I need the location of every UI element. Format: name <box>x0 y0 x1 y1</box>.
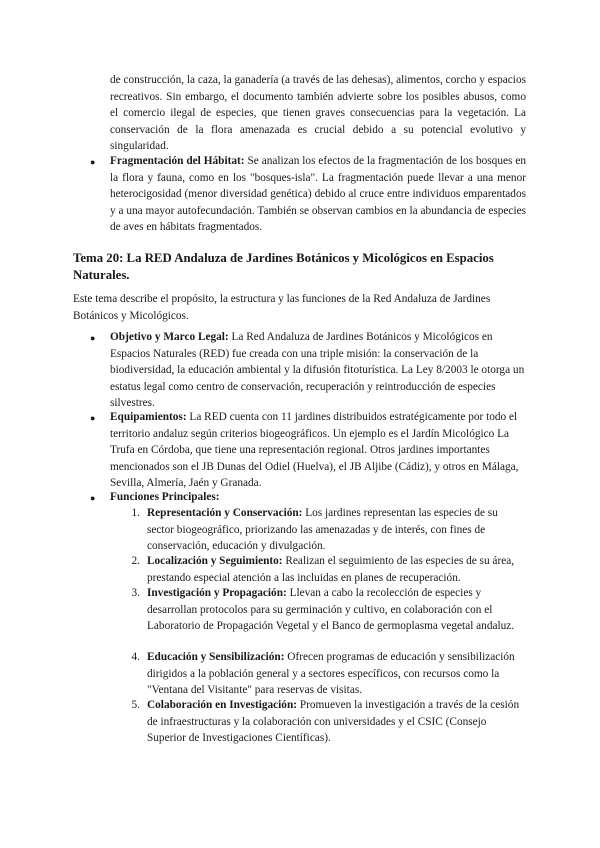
equipamientos-text: La RED cuenta con 11 jardines distribuidos estratégicamente por todo el territorio andaluz según criterios biogeográficos. Un ejemplo es el Jardín Micológico La Trufa en Córdoba, que tiene una representación regional. Otros jardines importantes mencionados son el JB Dunas del Odiel (Huelva), el JB Aljibe (Cádiz), y otros en Málaga, Sevilla, Almería, Jaén y Granada. <box>110 411 519 489</box>
funcion-text: Promueven la investigación a través de la cesión de infraestructuras y la colaboración con universidades y el CSIC (Consejo Superior de Investigaciones Científicas). <box>147 699 520 744</box>
funcion-text: Los jardines representan las especies de su sector biogeográfico, priorizando las amenazadas y de interés, con fines de conservación, educación y divulgación. <box>147 507 498 552</box>
list-number: 4. <box>131 651 140 663</box>
funcion-label: Localización y Seguimiento: <box>147 555 283 567</box>
funcion-label: Representación y Conservación: <box>147 507 303 519</box>
funcion-item <box>147 649 527 699</box>
bullet-dot: ● <box>90 413 96 423</box>
funcion-item <box>147 585 527 635</box>
fragmentacion-item <box>110 153 526 236</box>
fragmentacion-text: Se analizan los efectos de la fragmentación de los bosques en la flora y fauna, como en los "bosques-isla". La fragmentación puede llevar a una menor heterocigosidad (menor diversidad genética) debido al cruce entre individuos emparentados y a una mayor autofecundación. También se observan cambios en la abundancia de especies de aves en hábitats fragmentados. <box>110 155 526 233</box>
funcion-text: Realizan el seguimiento de las especies de su área, prestando especial atención a las incluidas en planes de recuperación. <box>147 555 515 584</box>
funcion-label: Educación y Sensibilización: <box>147 651 285 663</box>
bullet-dot: ● <box>90 493 96 503</box>
funcion-item <box>147 553 527 586</box>
funcion-text: Ofrecen programas de educación y sensibilización dirigidos a la población general y a sectores específicos, con recursos como la "Ventana del Visitante" para reservas de visitas. <box>147 651 515 696</box>
continuation-paragraph: de construcción, la caza, la ganadería (a través de las dehesas), alimentos, corcho y espacios recreativos. Sin embargo, el documento también advierte sobre los posibles abusos, como el comercio ilegal de especies, que tienen graves consecuencias para la vegetación. La conservación de la flora amenazada es crucial debido a su potencial evolutivo y singularidad. <box>110 74 526 152</box>
intro-paragraph: Este tema describe el propósito, la estructura y las funciones de la Red Andaluza de Jardines Botánicos y Micológicos. <box>73 293 491 322</box>
objetivo-item <box>110 329 528 412</box>
funciones-item <box>110 489 528 506</box>
equipamientos-item <box>110 409 528 492</box>
funcion-item <box>147 505 527 555</box>
objetivo-text: La Red Andaluza de Jardines Botánicos y Micológicos en Espacios Naturales (RED) fue creada con una triple misión: la conservación de la biodiversidad, la educación ambiental y la difusión fitoturística. La Ley 8/2003 le otorga un estatus legal como centro de conservación, recuperación y reintroducción de especies silvestres. <box>110 331 525 409</box>
list-number: 1. <box>131 507 140 519</box>
funcion-item <box>147 697 527 747</box>
list-number: 5. <box>131 699 140 711</box>
funcion-text: Llevan a cabo la recolección de especies y desarrollan protocolos para su germinación y cultivo, en colaboración con el Laboratorio de Propagación Vegetal y el Banco de germoplasma vegetal andaluz. <box>147 587 515 632</box>
list-number: 2. <box>131 555 140 567</box>
list-number: 3. <box>131 587 140 599</box>
section-heading: Tema 20: La RED Andaluza de Jardines Botánicos y Micológicos en Espacios Naturales. <box>73 251 494 282</box>
bullet-dot: ● <box>90 333 96 343</box>
fragmentacion-label: Fragmentación del Hábitat: <box>110 155 245 167</box>
funciones-label: Funciones Principales: <box>110 491 220 503</box>
objetivo-label: Objetivo y Marco Legal: <box>110 331 229 343</box>
bullet-dot: ● <box>90 157 96 167</box>
equipamientos-label: Equipamientos: <box>110 411 187 423</box>
funcion-label: Investigación y Propagación: <box>147 587 287 599</box>
funcion-label: Colaboración en Investigación: <box>147 699 297 711</box>
